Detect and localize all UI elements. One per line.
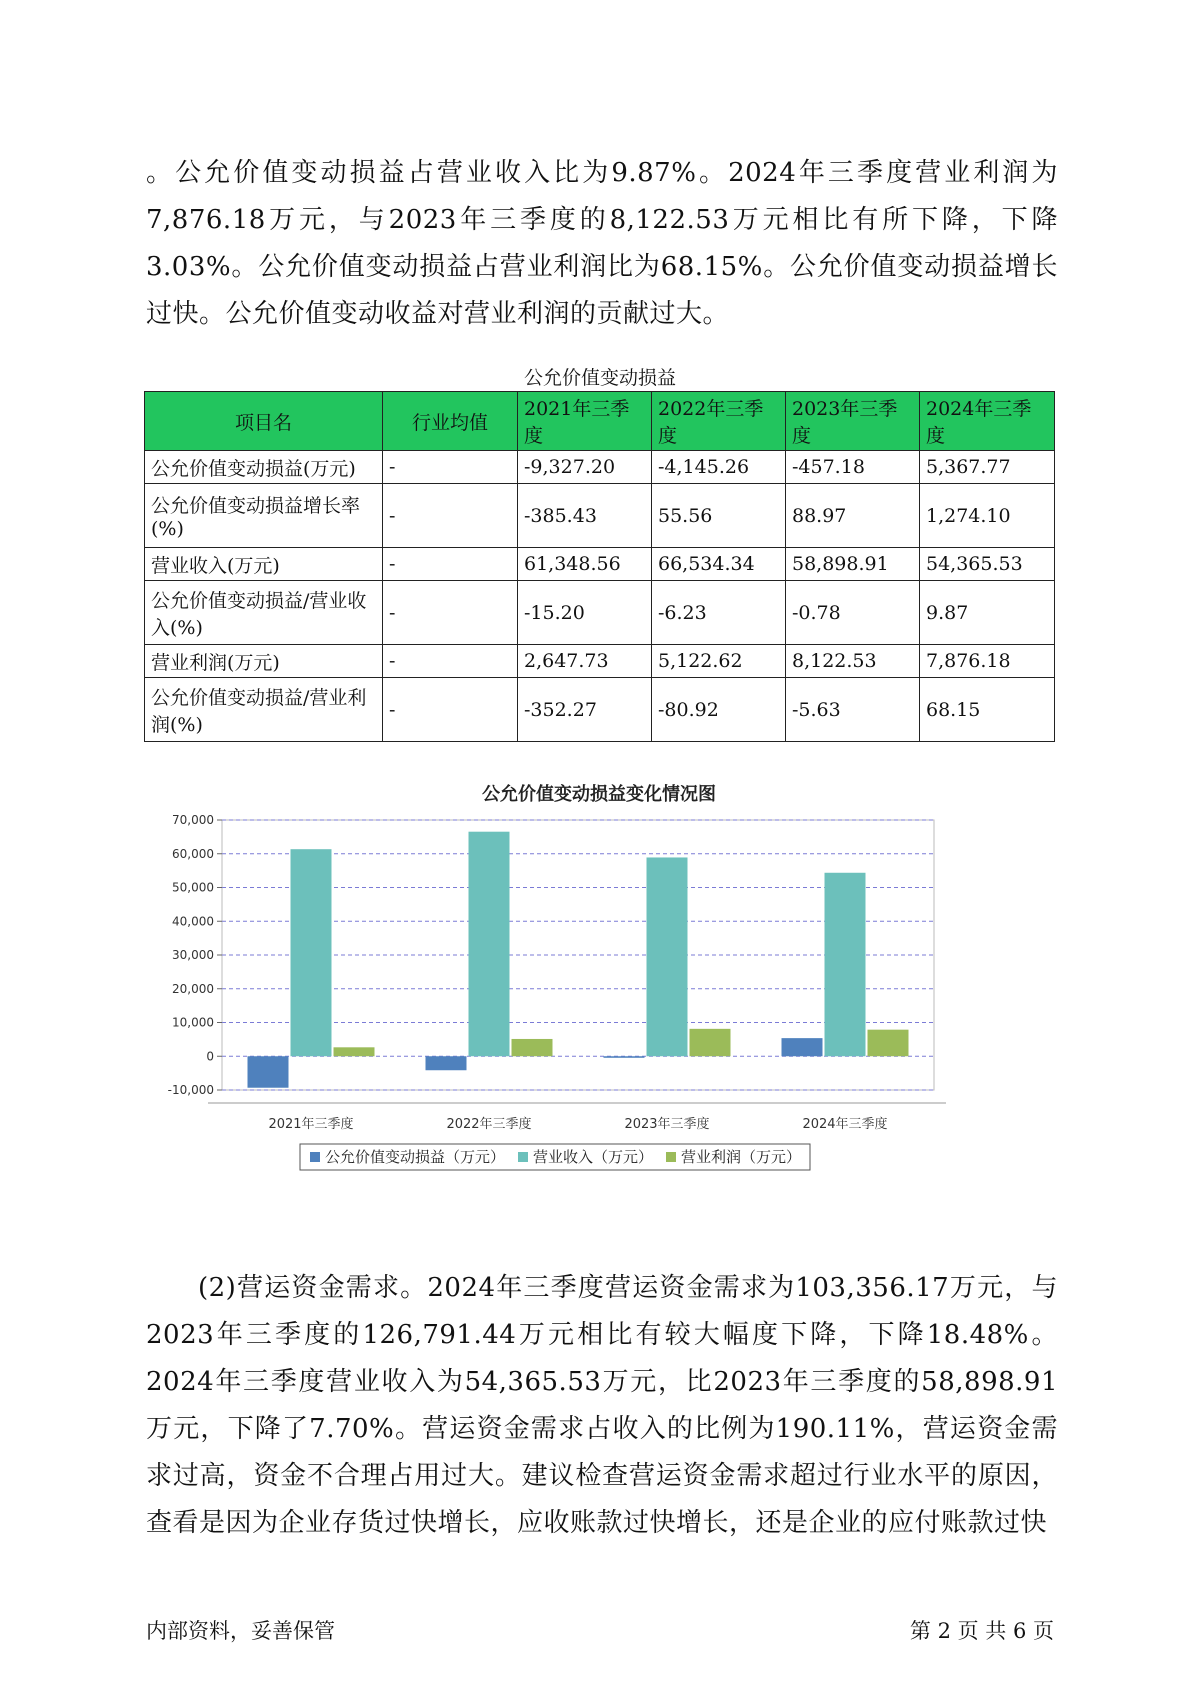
chart-title: 公允价值变动损益变化情况图 [482, 784, 716, 805]
cell-2021-q3: -352.27 [518, 678, 652, 742]
x-tick-label: 2023年三季度 [624, 1117, 710, 1132]
bar-fair-value-2 [604, 1056, 645, 1058]
body-paragraph-1: 。公允价值变动损益占营业收入比为9.87%。2024年三季度营业利润为7,876.18万元，与2023年三季度的8,122.53万元相比有所下降，下降3.03%。公允价值变动损益占营业利润比为68.15%。公允价值变动损益增长过快。公允价值变动收益对营业利润的贡献过大。 [146, 158, 1058, 329]
cell-2022-q3: 55.56 [652, 484, 786, 548]
fair-value-table [144, 391, 1055, 742]
cell-2023-q3: -5.63 [786, 678, 920, 742]
cell-2022-q3: -6.23 [652, 581, 786, 645]
x-tick-label: 2022年三季度 [446, 1117, 532, 1132]
x-tick-label: 2024年三季度 [802, 1117, 888, 1132]
y-tick-label: -10,000 [167, 1083, 214, 1097]
row-label: 营业收入(万元) [145, 548, 383, 581]
cell-2024-q3: 54,365.53 [920, 548, 1055, 581]
bar-fair-value-3 [782, 1038, 823, 1056]
y-tick-label: 10,000 [172, 1015, 214, 1030]
cell-2023-q3: 8,122.53 [786, 645, 920, 678]
x-tick-label: 2021年三季度 [268, 1117, 354, 1132]
bar-operating-profit-0 [334, 1047, 375, 1056]
y-tick-label: 30,000 [172, 948, 214, 962]
body-paragraph-2: (2)营运资金需求。2024年三季度营运资金需求为103,356.17万元，与2023年三季度的126,791.44万元相比有较大幅度下降，下降18.48%。2024年三季度营业收入为54,365.53万元，比2023年三季度的58,898.91万元，下降了7.70%。营运资金需求占收入的比例为190.11%，营运资金需求过高，资金不合理占用过大。建议检查营运资金需求超过行业水平的原因，查看是因为企业存货过快增长，应收账款过快增长，还是企业的应付账款过快 [146, 1273, 1058, 1538]
cell-2021-q3: 2,647.73 [518, 645, 652, 678]
legend-swatch [666, 1152, 676, 1162]
chart-x-axis [208, 1103, 946, 1132]
bar-fair-value-1 [426, 1056, 467, 1070]
chart-y-axis [168, 813, 222, 1097]
cell-2023-q3: 58,898.91 [786, 548, 920, 581]
header-2023-q3: 2023年三季度 [786, 392, 920, 451]
cell-industry-average: - [383, 645, 518, 678]
cell-industry-average: - [383, 484, 518, 548]
cell-2021-q3: -385.43 [518, 484, 652, 548]
legend-label: 营业收入（万元） [533, 1148, 654, 1166]
y-tick-label: 60,000 [172, 846, 214, 861]
cell-2021-q3: 61,348.56 [518, 548, 652, 581]
header-2021-q3: 2021年三季度 [518, 392, 652, 451]
cell-2022-q3: 5,122.62 [652, 645, 786, 678]
cell-2022-q3: 66,534.34 [652, 548, 786, 581]
legend-label: 公允价值变动损益（万元） [325, 1148, 506, 1166]
table-row [145, 678, 1055, 742]
chart-canvas [146, 770, 1058, 1230]
cell-industry-average: - [383, 581, 518, 645]
footer-page-number: 第 2 页 共 6 页 [909, 1619, 1054, 1643]
cell-2023-q3: 88.97 [786, 484, 920, 548]
bar-revenue-3 [825, 873, 866, 1056]
cell-2023-q3: -0.78 [786, 581, 920, 645]
bar-revenue-2 [647, 857, 688, 1056]
cell-2024-q3: 9.87 [920, 581, 1055, 645]
cell-2022-q3: -80.92 [652, 678, 786, 742]
y-tick-label: 50,000 [172, 880, 214, 895]
table-row [145, 548, 1055, 581]
header-item-name: 项目名 [145, 392, 383, 451]
bar-operating-profit-1 [512, 1039, 553, 1056]
cell-industry-average: - [383, 548, 518, 581]
table-header-row [145, 392, 1055, 451]
y-tick-label: 0 [206, 1049, 214, 1064]
header-2022-q3: 2022年三季度 [652, 392, 786, 451]
bar-fair-value-0 [248, 1056, 289, 1087]
bar-operating-profit-3 [868, 1030, 909, 1057]
table-caption: 公允价值变动损益 [523, 367, 676, 389]
y-tick-label: 40,000 [172, 914, 214, 929]
y-tick-label: 70,000 [172, 813, 214, 827]
row-label: 营业利润(万元) [145, 645, 383, 678]
table-row [145, 484, 1055, 548]
cell-2024-q3: 7,876.18 [920, 645, 1055, 678]
legend-swatch [310, 1152, 320, 1162]
row-label: 公允价值变动损益/营业收入(%) [145, 581, 383, 645]
fair-value-chart [146, 770, 1058, 1230]
bar-operating-profit-2 [690, 1029, 731, 1056]
cell-industry-average: - [383, 451, 518, 484]
cell-2023-q3: -457.18 [786, 451, 920, 484]
table-row [145, 645, 1055, 678]
cell-2022-q3: -4,145.26 [652, 451, 786, 484]
row-label: 公允价值变动损益(万元) [145, 451, 383, 484]
legend-swatch [518, 1152, 528, 1162]
chart-bars [248, 832, 909, 1088]
cell-2024-q3: 5,367.77 [920, 451, 1055, 484]
chart-legend [300, 1144, 810, 1170]
footer-confidential-note: 内部资料，妥善保管 [146, 1619, 335, 1643]
cell-industry-average: - [383, 678, 518, 742]
table-row [145, 451, 1055, 484]
bar-revenue-0 [291, 849, 332, 1056]
row-label: 公允价值变动损益/营业利润(%) [145, 678, 383, 742]
bar-revenue-1 [469, 832, 510, 1057]
y-tick-label: 20,000 [172, 981, 214, 996]
header-2024-q3: 2024年三季度 [920, 392, 1055, 451]
cell-2021-q3: -15.20 [518, 581, 652, 645]
legend-label: 营业利润（万元） [681, 1148, 802, 1166]
row-label: 公允价值变动损益增长率(%) [145, 484, 383, 548]
header-industry-average: 行业均值 [383, 392, 518, 451]
cell-2024-q3: 1,274.10 [920, 484, 1055, 548]
cell-2024-q3: 68.15 [920, 678, 1055, 742]
table-row [145, 581, 1055, 645]
cell-2021-q3: -9,327.20 [518, 451, 652, 484]
